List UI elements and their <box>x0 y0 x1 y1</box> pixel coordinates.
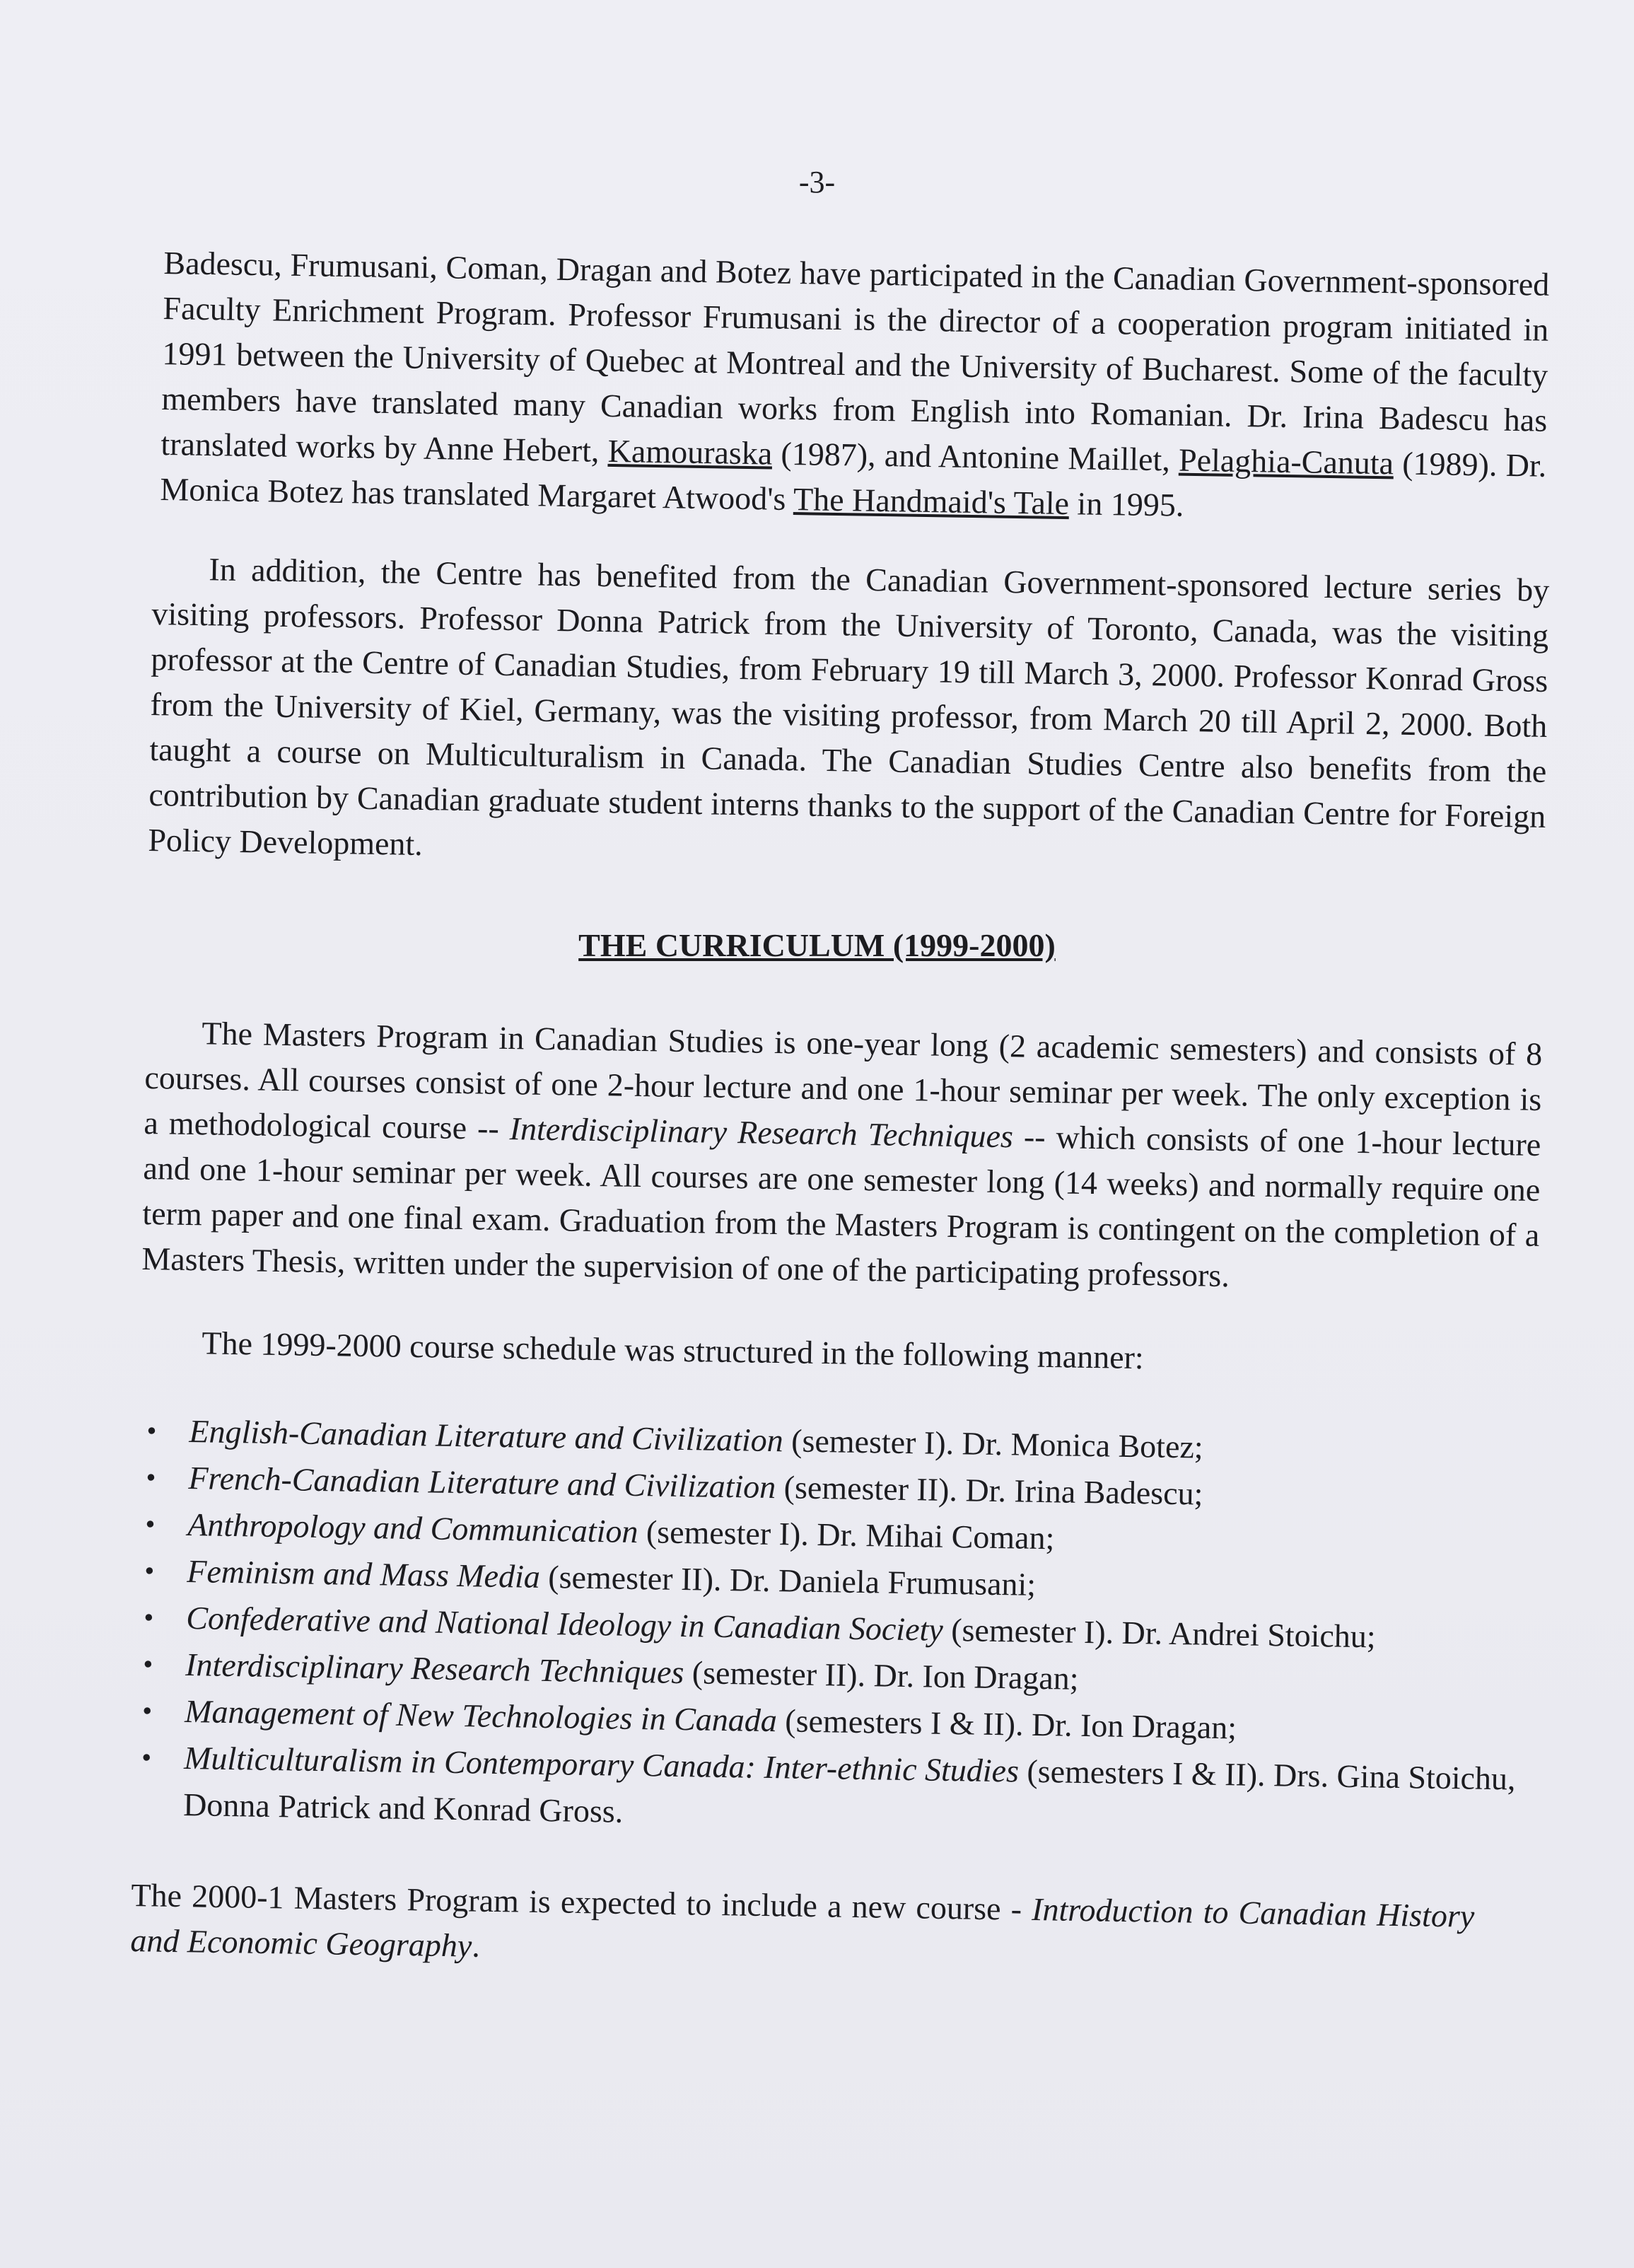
course-title: English-Canadian Literature and Civilization <box>189 1413 784 1459</box>
para1-text-b: (1987), and Antonine Maillet, <box>771 435 1179 478</box>
para1-text-a: Badescu, Frumusani, Coman, Dragan and Botez have participated in the Canadian Government-sponsored Faculty Enrichment Program. Professor Frumusani is the director of a cooperation program initiated in 1991 between the University of Quebec at Montreal and the University of Bucharest. Some of the faculty members have translated many Canadian works from English into Romanian. Dr. Irina Badescu has translated works by Anne Hebert, <box>161 244 1550 469</box>
book-title-kamouraska: Kamouraska <box>607 432 773 472</box>
course-detail: (semesters I & II). Drs. Gina Stoichu, Donna Patrick and Konrad Gross. <box>182 1752 1516 1830</box>
para4-text: The 1999-2000 course schedule was structured in the following manner: <box>202 1325 1145 1376</box>
para1-text-d: in 1995. <box>1068 485 1184 523</box>
course-detail: (semester II). Dr. Ion Dragan; <box>684 1654 1079 1697</box>
bullet-icon: • <box>142 1648 153 1680</box>
closing-text-b: . <box>471 1927 481 1964</box>
course-detail: (semester I). Dr. Monica Botez; <box>783 1422 1204 1465</box>
bullet-icon: • <box>146 1461 156 1494</box>
course-detail: (semesters I & II). Dr. Ion Dragan; <box>776 1702 1237 1746</box>
bullet-icon: • <box>145 1508 156 1540</box>
page-number: -3- <box>798 165 836 199</box>
closing-text-a: The 2000-1 Masters Program is expected to include a new course - <box>131 1876 1032 1928</box>
course-title: Confederative and National Ideology in Canadian Society <box>185 1600 944 1648</box>
course-title: Multiculturalism in Contemporary Canada: Inter-ethnic Studies <box>183 1740 1020 1789</box>
paragraph-new-course <box>130 1873 1475 1984</box>
course-detail: (semester I). Dr. Andrei Stoichu; <box>943 1611 1377 1655</box>
paragraph-program-description <box>141 1010 1543 1303</box>
course-title: Interdisciplinary Research Techniques <box>185 1646 684 1691</box>
bullet-icon: • <box>143 1601 154 1634</box>
course-name-new: Introduction to Canadian History and Economic Geography <box>130 1891 1475 1964</box>
para1-text-c: (1989). Dr. Monica Botez has translated Margaret Atwood's <box>160 445 1547 518</box>
course-title: French-Canadian Literature and Civilization <box>188 1460 776 1506</box>
bullet-icon: • <box>141 1741 152 1774</box>
course-detail: (semester I). Dr. Mihai Coman; <box>638 1513 1055 1557</box>
paragraph-visiting-professors <box>148 546 1550 885</box>
paragraph-faculty-translations <box>160 240 1550 534</box>
book-title-pelaghia-canuta: Pelaghia-Canuta <box>1178 441 1394 482</box>
course-detail: (semester II). Dr. Daniela Frumusani; <box>539 1558 1037 1603</box>
bullet-icon: • <box>141 1694 153 1727</box>
section-heading-curriculum: THE CURRICULUM (1999-2000) <box>578 927 1056 963</box>
course-title: Feminism and Mass Media <box>186 1553 541 1595</box>
course-title: Anthropology and Communication <box>187 1506 638 1550</box>
course-title: Management of New Technologies in Canada <box>184 1693 778 1739</box>
para2-text: In addition, the Centre has benefited from the Canadian Government-sponsored lecture series by visiting professors. Professor Donna Patrick from the University of Toronto, Canada, was the visiting professor at the Centre of Canadian Studies, from February 19 till March 3, 2000. Professor Konrad Gross from the University of Kiel, Germany, was the visiting professor, from March 20 till April 2, 2000. Both taught a course on Multiculturalism in Canada. The Canadian Studies Centre also benefits from the contribution by Canadian graduate student interns thanks to the support of the Canadian Centre for Foreign Policy Development. <box>148 551 1550 863</box>
paragraph-schedule-intro <box>145 1320 1543 1387</box>
para3-text-a: The Masters Program in Canadian Studies is one-year long (2 academic semesters) and consists of 8 courses. All courses consist of one 2-hour lecture and one 1-hour seminar per week. The only exception is a methodological course -- <box>144 1015 1543 1147</box>
bullet-icon: • <box>146 1414 157 1447</box>
course-detail: (semester II). Dr. Irina Badescu; <box>775 1469 1203 1512</box>
para3-text-b: -- which consists of one 1-hour lecture and one 1-hour seminar per week. All courses are one semester long (14 weeks) and normally require one term paper and one final exam. Graduation from the Masters Program is contingent on the completion of a Masters Thesis, written under the supervision of one of the participating professors. <box>141 1118 1541 1294</box>
bullet-icon: • <box>144 1554 155 1587</box>
book-title-handmaids-tale: The Handmaid's Tale <box>793 481 1070 522</box>
course-list <box>135 1407 1556 1849</box>
course-name-research-techniques: Interdisciplinary Research Techniques <box>509 1110 1014 1155</box>
